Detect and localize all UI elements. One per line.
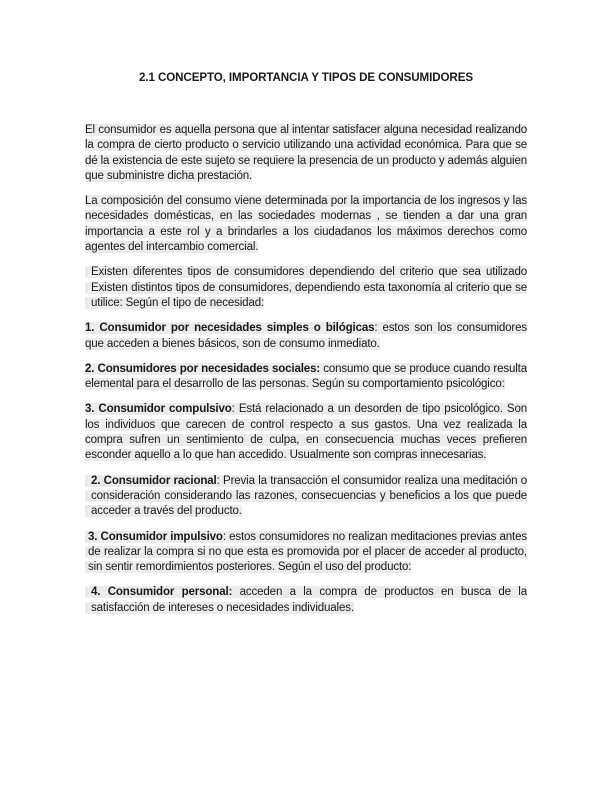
paragraph-types-intro [85,265,527,311]
item-social-needs-text: consumo que se produce cuando resulta elemental para el desarrollo de las personas. Según su comportamiento psicológico: [85,362,527,391]
item-impulsive [85,530,527,576]
paragraph-definition [85,123,527,184]
item-impulsive-heading: 3. Consumidor impulsivo [88,530,223,543]
item-compulsive-heading: 3. Consumidor compulsivo [85,403,232,416]
item-personal-heading: 4. Consumidor personal: [91,586,233,599]
item-social-needs-heading: 2. Consumidores por necesidades sociales: [85,362,321,375]
item-rational-text: : Previa la transacción el consumidor realiza una meditación o consideración considerando las razones, consecuencias y beneficios a los que puede acceder a través del producto. [91,474,527,518]
item-simple-needs-text: : estos son los consumidores que acceden a bienes básicos, son de consumo inmediato. [85,322,527,350]
item-impulsive-text: : estos consumidores no realizan meditaciones previas antes de realizar la compra si no que esta es promovida por el placer de acceder al producto, sin sentir remordimientos posteriores. Según el uso del producto: [88,530,527,574]
paragraph-composition [85,194,527,255]
item-rational-heading: 2. Consumidor racional [91,474,217,487]
paragraph-types-intro-text: Existen diferentes tipos de consumidores dependiendo del criterio que sea utilizado Existen distintos tipos de consumidores, dependiendo esta taxonomía al criterio que se utilice: Según el tipo de necesidad: [85,266,527,309]
item-simple-needs-heading: 1. Consumidor por necesidades simples o bilógicas [85,322,375,335]
item-social-needs [85,362,527,393]
item-simple-needs [85,321,527,352]
item-personal [85,585,527,616]
item-compulsive-text: : Está relacionado a un desorden de tipo psicológico. Son los individuos que carecen de control respecto a sus gastos. Una vez realizada la compra sufren un sentimiento de culpa, en consecuencia muchas veces prefieren esconder aquello a lo que han accedido. Usualmente son compras innecesarias. [85,403,528,462]
item-compulsive [85,402,527,463]
paragraph-composition-text: La composición del consumo viene determinada por la importancia de los ingresos y las necesidades domésticas, en las sociedades modernas , se tienden a dar una gran importancia a este rol y a brindarles a los ciudadanos los máximos derechos como agentes del intercambio comercial. [85,195,527,254]
item-personal-text: acceden a la compra de productos en busca de la satisfacción de intereses o necesidades individuales. [91,586,527,614]
document-body [85,123,527,626]
paragraph-definition-text: El consumidor es aquella persona que al intentar satisfacer alguna necesidad realizando la compra de cierto producto o servicio utilizando una actividad económica. Para que se dé la existencia de este sujeto se requiere la presencia de un producto y además alguien que subministre dicha prestación. [85,124,527,182]
page-title: 2.1 CONCEPTO, IMPORTANCIA Y TIPOS DE CONSUMIDORES [139,71,473,84]
item-rational [85,474,527,520]
